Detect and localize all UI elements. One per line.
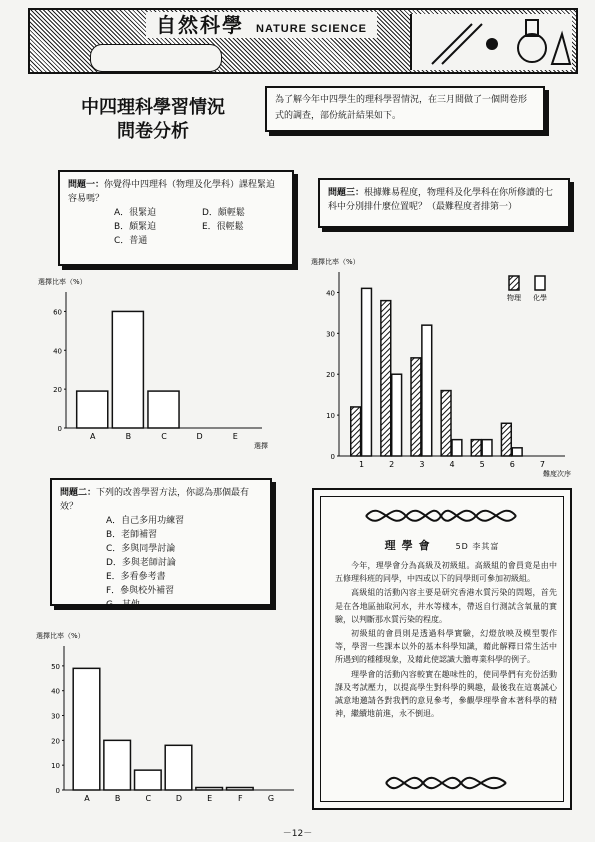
question-1-box — [58, 170, 294, 266]
bar — [452, 440, 462, 456]
section-title-zh: 自然科學 — [156, 13, 244, 37]
bar — [135, 770, 162, 790]
science-club-box — [312, 488, 572, 810]
option-item: D．多與老師討論 — [106, 558, 176, 568]
y-axis-label: 選擇比率（%） — [38, 278, 87, 286]
bar — [482, 440, 492, 456]
bar — [104, 740, 131, 790]
question-3-chart — [305, 246, 580, 486]
question-3-text: 根據難易程度，物理科及化學科在你所修讀的七科中分別排什麼位置呢？（最難程度者排第一） — [328, 188, 554, 212]
y-tick-label: 60 — [53, 308, 62, 317]
option-item: C．普通 — [114, 236, 148, 246]
club-title: 理學會 — [384, 539, 436, 552]
section-title-en: NATURE SCIENCE — [256, 23, 367, 35]
bar — [392, 374, 402, 456]
x-tick-label: A — [84, 794, 90, 803]
y-tick-label: 40 — [326, 289, 335, 298]
option-item: D．頗輕鬆 — [202, 208, 245, 218]
lab-equipment-icon — [412, 14, 572, 70]
club-heading — [321, 537, 563, 553]
option-item: A．很緊迫 — [114, 208, 157, 218]
x-tick-label: 6 — [509, 460, 515, 469]
bar — [112, 311, 143, 428]
question-1-text: 你覺得中四理科（物理及化學科）課程緊迫容易嗎？ — [68, 180, 276, 204]
club-paragraph: 初級組的會員則是透過科學實驗，幻燈放映及模型製作等，學習一些課本以外的基本科學知識，藉此解釋日常生活中所遇到的種種現象，及藉此使認識大膽專業科學的例子。 — [335, 629, 557, 665]
y-tick-label: 10 — [51, 762, 60, 771]
y-tick-label: 40 — [53, 347, 62, 356]
y-tick-label: 20 — [53, 386, 62, 395]
ornament-top-icon — [361, 503, 521, 529]
y-tick-label: 10 — [326, 412, 335, 421]
bar — [351, 407, 361, 456]
question-2-text: 下列的改善學習方法，你認為那個最有效？ — [60, 488, 250, 512]
bar — [165, 745, 192, 790]
club-border — [320, 496, 564, 802]
ornament-bottom-icon — [381, 769, 511, 797]
bar — [77, 391, 108, 428]
bar — [422, 325, 432, 456]
x-tick-label: 1 — [359, 460, 365, 469]
legend-swatch — [509, 276, 519, 290]
section-title — [146, 12, 377, 38]
club-article — [335, 559, 557, 721]
x-tick-label: B — [114, 794, 121, 803]
club-paragraph: 理學會的活動內容較實在趣味性的，使同學們有充份活動課及考試壓力，以提高學生對科學的興趣，最後我在這裏誠心誠意地邀請各對我們的意見參考，參觀學理學會本著科學的精神，繼續地前進，永不倒退。 — [335, 669, 557, 719]
x-tick-label: 3 — [419, 460, 425, 469]
bar — [512, 448, 522, 456]
option-item: B．頗緊迫 — [114, 222, 157, 232]
intro-box — [265, 86, 545, 132]
article-title-line1: 中四理科學習情況 — [81, 97, 225, 118]
bar — [411, 358, 421, 456]
bar — [471, 440, 481, 456]
x-tick-label: C — [145, 794, 152, 803]
bar — [227, 788, 254, 790]
club-paragraph: 高級組的活動內容主要是研究香港水質污染的問題，首先是在各地區抽取河水，井水等樣本，帶返自行測試含氧量的實驗，以判斷那水質污染的程度。 — [335, 588, 557, 624]
x-tick-label: 4 — [449, 460, 455, 469]
option-item: B．老師補習 — [106, 530, 158, 540]
bar — [148, 391, 179, 428]
option-item: G．其他 — [106, 600, 140, 610]
bar — [362, 288, 372, 456]
bar — [501, 423, 511, 456]
y-tick-label: 0 — [55, 787, 60, 795]
question-1-options — [114, 206, 284, 248]
y-axis-label: 選擇比率（%） — [36, 632, 85, 640]
question-3-box — [318, 178, 570, 228]
y-tick-label: 50 — [51, 662, 60, 671]
x-tick-label: 7 — [539, 460, 545, 469]
y-tick-label: 30 — [326, 330, 335, 339]
x-axis-label: 難度次序 — [543, 470, 571, 478]
article-title — [68, 96, 238, 144]
question-2-chart — [30, 624, 300, 810]
banner-illustration-left — [90, 44, 222, 72]
y-tick-label: 30 — [51, 712, 60, 721]
x-tick-label: 2 — [389, 460, 395, 469]
page-number: －12－ — [282, 829, 313, 839]
x-tick-label: C — [161, 432, 167, 441]
question-1-label: 問題一： — [68, 180, 105, 190]
x-tick-label: G — [267, 794, 275, 803]
option-item: E．多看參考書 — [106, 572, 166, 582]
x-axis-label: 選擇 — [254, 442, 268, 450]
x-tick-label: D — [175, 794, 183, 803]
x-tick-label: 5 — [479, 460, 485, 469]
legend-label: 物理 — [507, 294, 521, 302]
option-item: C．多與同學討論 — [106, 544, 176, 554]
y-axis-label: 選擇比率（%） — [311, 258, 360, 266]
option-item: F．參與校外補習 — [106, 586, 175, 596]
option-item: A．自己多用功練習 — [106, 516, 185, 526]
legend-label: 化學 — [533, 294, 547, 302]
bar — [73, 668, 100, 790]
banner-illustration-right — [410, 14, 572, 70]
x-tick-label: F — [238, 794, 243, 803]
y-tick-label: 40 — [51, 687, 60, 696]
y-tick-label: 20 — [326, 371, 335, 380]
bar — [441, 391, 451, 456]
question-2-options — [106, 514, 262, 612]
bar — [381, 301, 391, 456]
header-banner — [28, 8, 578, 74]
club-author: 5D 李其富 — [455, 542, 500, 551]
legend-swatch — [535, 276, 545, 290]
y-tick-label: 0 — [330, 453, 335, 461]
question-2-box — [50, 478, 272, 610]
article-title-line2: 問卷分析 — [117, 121, 189, 142]
x-tick-label: B — [125, 432, 132, 441]
question-2-label: 問題二： — [60, 488, 97, 498]
y-tick-label: 20 — [51, 737, 60, 746]
bar — [196, 788, 223, 790]
x-tick-label: A — [89, 432, 96, 441]
y-tick-label: 0 — [57, 425, 62, 433]
x-tick-label: D — [196, 432, 203, 441]
intro-text: 為了解今年中四學生的理科學習情況，在三月間做了一個問卷形式的調查，部份統計結果如下。 — [275, 95, 528, 121]
question-3-label: 問題三： — [328, 188, 365, 198]
question-1-chart — [30, 272, 270, 452]
option-item: E．很輕鬆 — [202, 222, 244, 232]
club-paragraph: 今年，理學會分為高級及初級組。高級組的會員竟是由中五修理科班的同學，中四或以下的同學則可參加初級組。 — [335, 561, 557, 584]
x-tick-label: E — [232, 432, 238, 441]
x-tick-label: E — [207, 794, 213, 803]
